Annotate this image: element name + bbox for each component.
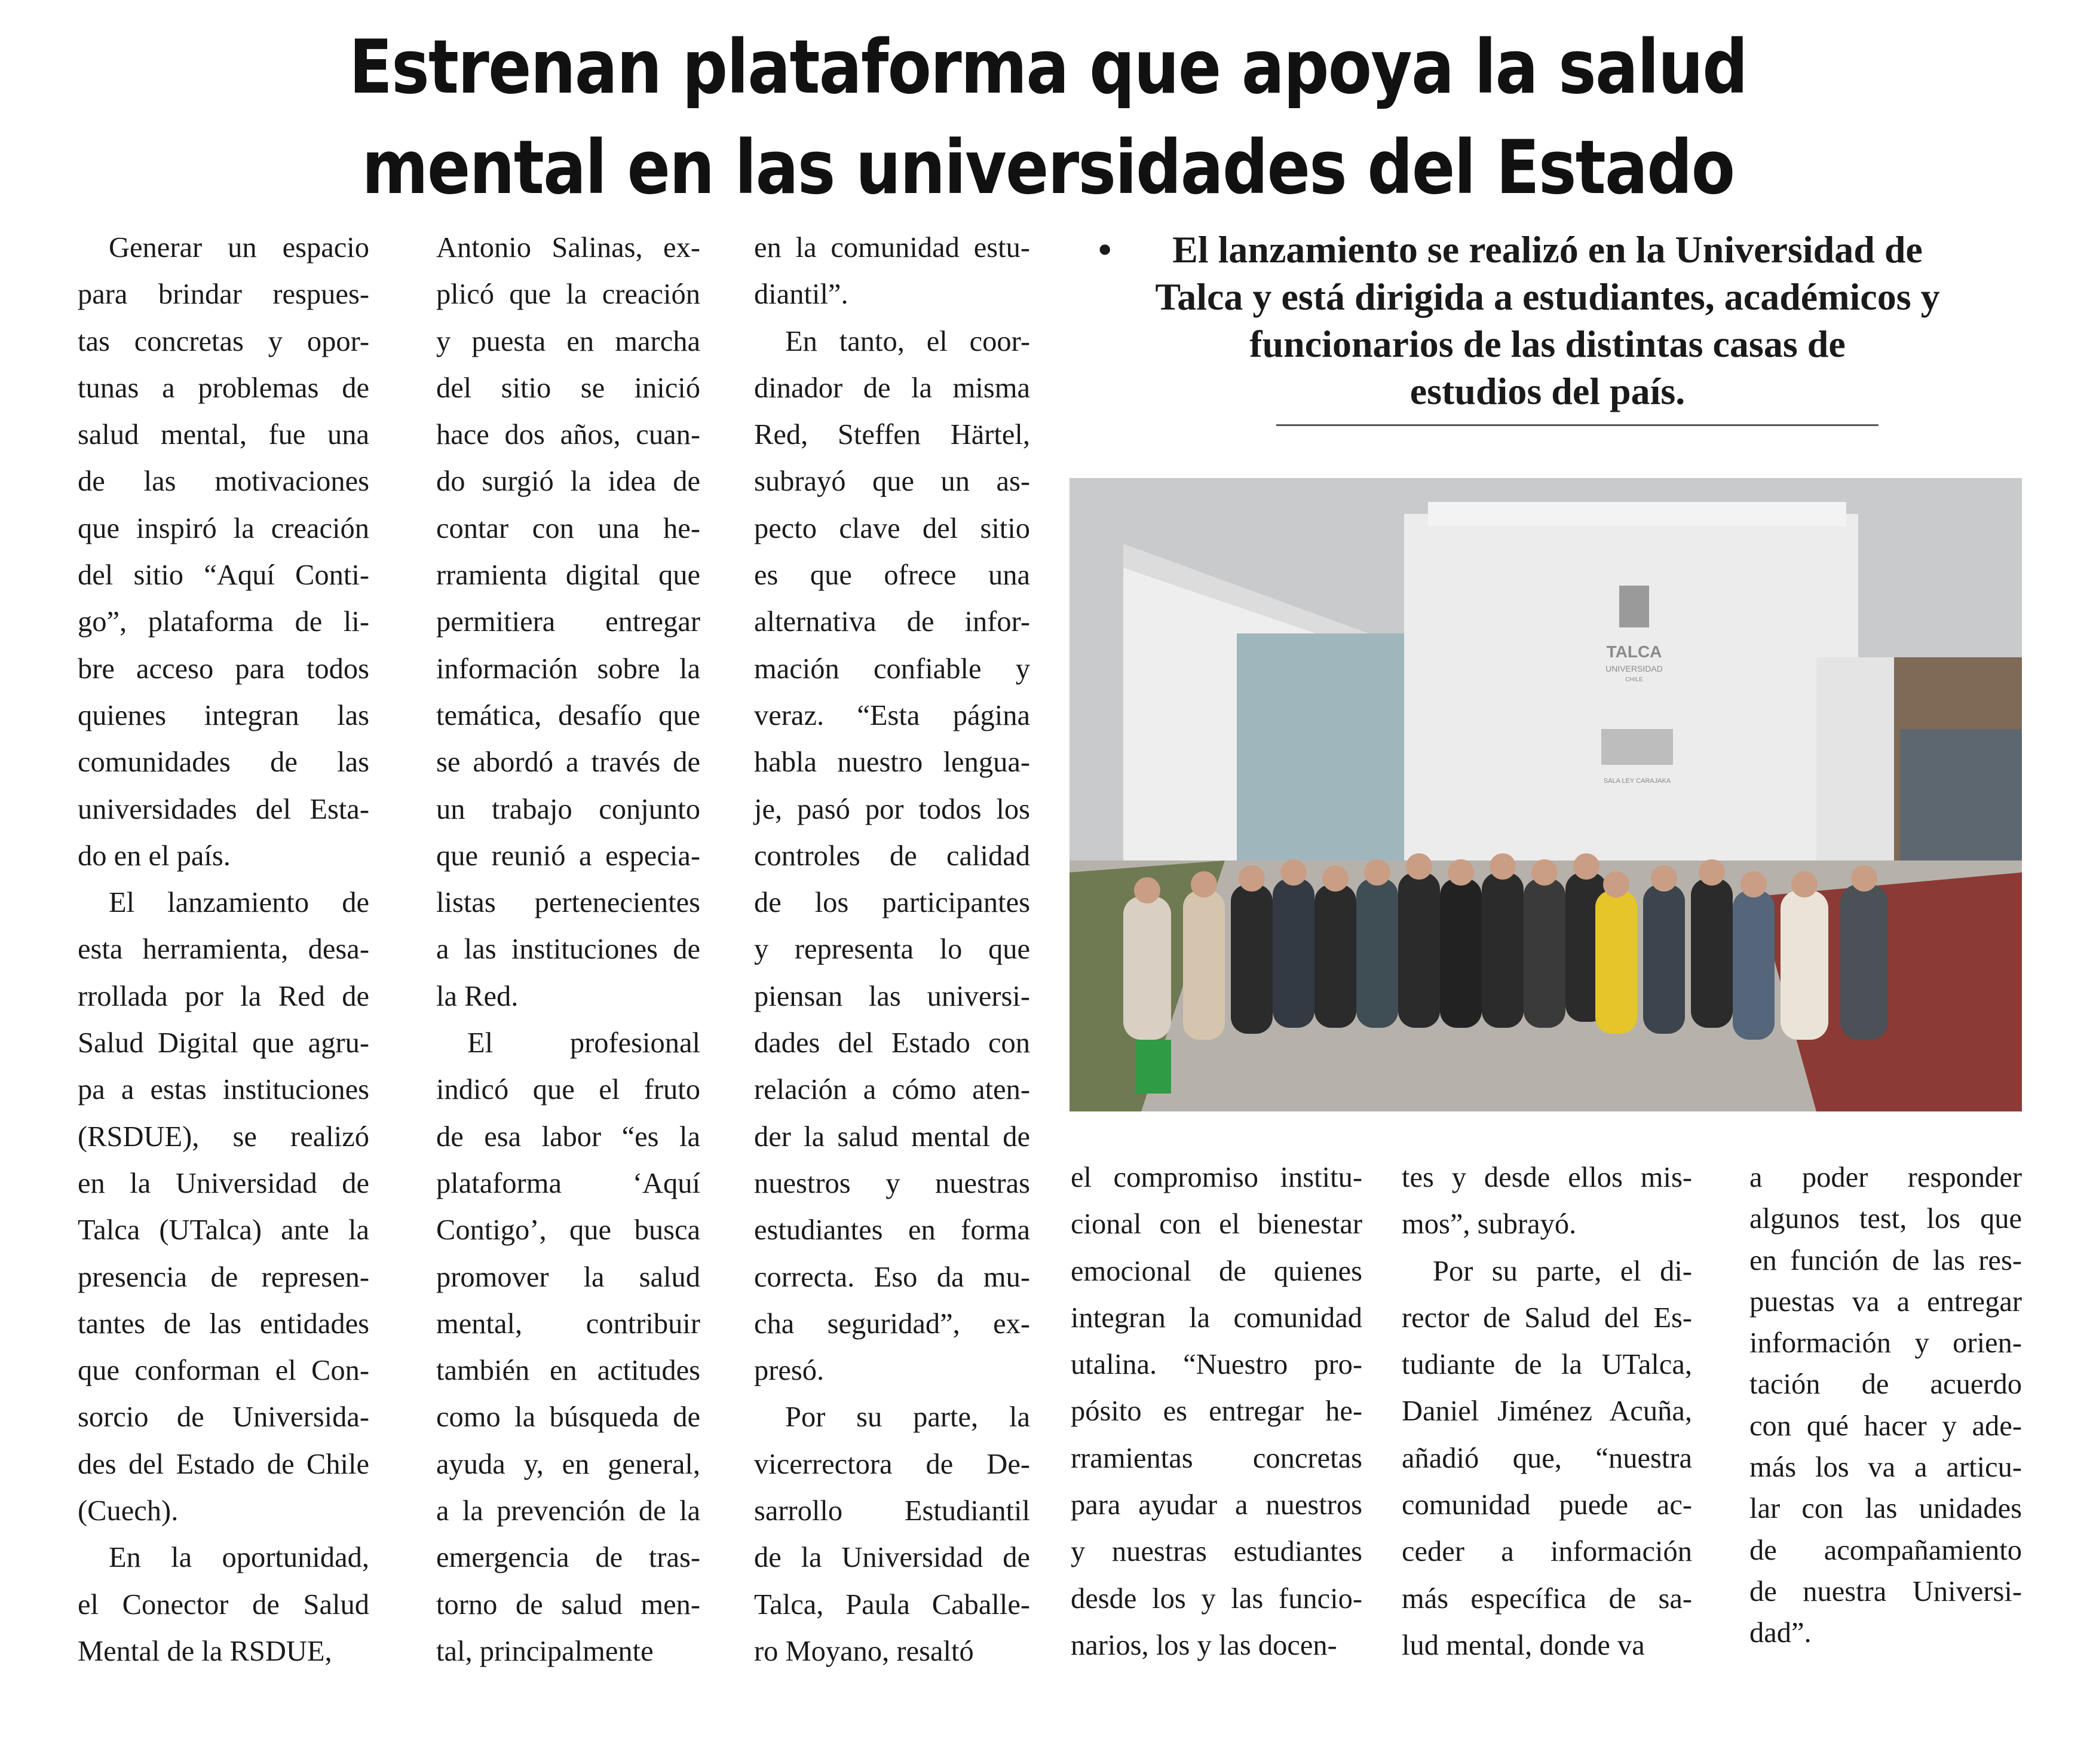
article-line: puestas va a entregar [1749,1285,2022,1318]
subhead-line: Talca y está dirigida a estudiantes, académicos y [1155,275,1940,318]
article-line: rrollada por la Red de [78,980,369,1012]
article-line: habla nuestro lengua- [754,746,1030,779]
article-line: pecto clave del sitio [754,512,1030,544]
article-column-3 [754,225,1030,1675]
article-line: ayuda y, en general, [436,1448,700,1480]
article-line: alternativa de infor- [754,606,1030,638]
article-line: bre acceso para todos [78,653,369,685]
bullet-icon: • [1098,228,1112,271]
article-line: la Red. [436,980,519,1012]
article-line: a poder responder [1749,1162,2022,1193]
article-line: estudiantes en forma [754,1214,1030,1247]
article-line: indicó que el fruto [436,1074,700,1106]
article-line: hace dos años, cuan- [436,419,700,451]
article-line: Red, Steffen Härtel, [754,419,1030,451]
article-line: dinador de la misma [754,372,1030,404]
article-line: controles de calidad [754,840,1030,872]
article-line: Salud Digital que agru- [78,1027,369,1059]
article-line: de esa labor “es la [436,1120,700,1153]
article-line: (RSDUE), se realizó [78,1120,369,1153]
article-line: torno de salud men- [436,1588,700,1621]
article-line: tación de acuerdo [1749,1368,2022,1401]
article-line: comunidades de las [78,746,369,779]
article-line: Mental de la RSDUE, [78,1635,332,1667]
subhead-line: El lanzamiento se realizó en la Universidad de [1172,228,1923,271]
article-line: (Cuech). [78,1495,179,1527]
article-line: de los participantes [754,887,1030,919]
article-line: y puesta en marcha [436,325,700,357]
article-line: presó. [754,1355,825,1387]
article-line: do en el país. [78,840,231,872]
article-line: je, pasó por todos los [754,793,1030,825]
article-line: Por su parte, el di- [1433,1255,1692,1287]
article-line: Por su parte, la [785,1401,1030,1434]
article-line: cional con el bienestar [1071,1208,1362,1241]
article-line: que reunió a especia- [436,840,700,872]
article-line: vicerrectora de De- [754,1448,1030,1480]
article-line: ceder a información [1402,1536,1692,1568]
article-line: del sitio “Aquí Conti- [78,559,369,592]
article-line: un trabajo conjunto [436,793,700,825]
article-line: tunas a problemas de [78,372,369,404]
article-line: plataforma ‘Aquí [436,1167,700,1199]
article-line: dades del Estado con [754,1027,1030,1059]
article-line: el Conector de Salud [78,1588,369,1621]
article-line: también en actitudes [436,1355,700,1387]
article-line: En la oportunidad, [109,1542,369,1574]
article-line: go”, plataforma de li- [78,606,369,638]
article-line: cha seguridad”, ex- [754,1307,1030,1340]
building-logo-text: TALCA [1606,642,1662,661]
article-line: Talca, Paula Caballe- [754,1588,1030,1621]
article-line: Talca (UTalca) ante la [78,1214,369,1247]
article-line: utalina. “Nuestro pro- [1071,1349,1362,1381]
article-line: tudiante de la UTalca, [1402,1349,1692,1381]
article-line: de nuestra Universi- [1749,1575,2022,1607]
article-line: que inspiró la creación [78,512,369,544]
article-line: contar con una he- [436,512,700,544]
article-line: y nuestras estudiantes [1071,1536,1362,1568]
article-line: nuestros y nuestras [754,1167,1030,1199]
article-line: que conforman el Con- [78,1355,369,1387]
article-line: dad”. [1749,1617,1812,1649]
article-line: del sitio se inició [436,372,700,404]
article-line: salud mental, fue una [78,419,369,451]
article-line: emocional de quienes [1071,1255,1362,1287]
article-line: más específica de sa- [1402,1582,1692,1615]
article-line: es que ofrece una [754,559,1030,592]
article-line: en función de las res- [1749,1244,2022,1276]
building-logo-country: CHILE [1625,676,1643,683]
article-line: mental, contribuir [436,1307,700,1340]
article-column-1 [78,225,369,1675]
article-line: subrayó que un as- [754,466,1030,498]
article-line: pa a estas instituciones [78,1074,369,1106]
article-line: promover la salud [436,1261,700,1293]
article-line: algunos test, los que [1749,1203,2022,1235]
article-line: información sobre la [436,653,700,685]
article-line: relación a cómo aten- [754,1074,1030,1106]
article-line: información y orien- [1749,1327,2022,1359]
article-line: en la comunidad estu- [754,232,1030,264]
subhead-divider [1276,424,1879,426]
article-line: rector de Salud del Es- [1402,1301,1692,1334]
article-line: rramienta digital que [436,559,700,592]
article-line: en la Universidad de [78,1167,369,1199]
article-line: a las instituciones de [436,933,700,966]
article-line: emergencia de tras- [436,1542,700,1574]
article-line: de las motivaciones [78,466,369,498]
article-line: sarrollo Estudiantil [754,1495,1030,1527]
article-line: des del Estado de Chile [78,1448,369,1480]
article-line: der la salud mental de [754,1120,1030,1153]
article-line: tantes de las entidades [78,1307,369,1340]
article-line: más los va a articu- [1749,1451,2022,1484]
article-line: piensan las universi- [754,980,1030,1012]
article-line: y representa lo que [754,933,1030,966]
article-line: quienes integran las [78,699,369,731]
article-line: de la Universidad de [754,1542,1030,1574]
article-line: listas pertenecientes [436,887,700,919]
article-line: narios, los y las docen- [1071,1629,1337,1661]
headline-line-2: mental en las universidades del Estado [361,125,1735,211]
article-line: para ayudar a nuestros [1071,1489,1362,1521]
subhead-line: funcionarios de las distintas casas de [1249,323,1846,365]
article-line: se abordó a través de [436,746,700,779]
article-line: integran la comunidad [1071,1301,1362,1334]
article-line: tas concretas y opor- [78,325,369,357]
article-line: Daniel Jiménez Acuña, [1402,1395,1692,1428]
article-line: diantil”. [754,278,848,311]
event-photo [1070,478,2022,1111]
article-line: Contigo’, que busca [436,1214,700,1247]
article-line: mación confiable y [754,653,1030,685]
article-line: tal, principalmente [436,1635,654,1667]
article-column-5 [1402,1154,1692,1669]
article-line: con qué hacer y ade- [1749,1410,2022,1442]
article-line: tes y desde ellos mis- [1402,1162,1692,1193]
article-line: veraz. “Esta página [754,699,1030,731]
article-line: plicó que la creación [436,278,700,311]
article-line: el compromiso institu- [1071,1162,1362,1193]
article-line: permitiera entregar [436,606,700,638]
article-column-2 [436,225,700,1675]
article-line: a la prevención de la [436,1495,700,1527]
article-line: añadió que, “nuestra [1402,1442,1692,1474]
article-line: mos”, subrayó. [1402,1208,1577,1241]
article-column-6 [1749,1154,2022,1652]
article-line: ro Moyano, resaltó [754,1635,974,1667]
article-line: desde los y las funcio- [1071,1582,1362,1615]
article-line: de acompañamiento [1749,1534,2022,1566]
article-line: do surgió la idea de [436,466,700,498]
article-line: rramientas concretas [1071,1442,1362,1474]
building-sign-text: SALA LEY CARAJAKA [1603,777,1671,785]
article-line: universidades del Esta- [78,793,369,825]
article-line: esta herramienta, desa- [78,933,369,966]
article-line: sorcio de Universida- [78,1401,369,1434]
article-line: Antonio Salinas, ex- [436,232,700,264]
subhead-line: estudios del país. [1409,370,1686,412]
article-line: Generar un espacio [109,232,369,264]
article-line: correcta. Eso da mu- [754,1261,1030,1293]
article-column-4 [1071,1154,1362,1669]
building-logo-subtext: UNIVERSIDAD [1605,664,1663,673]
article-line: El lanzamiento de [109,887,369,919]
article-line: lud mental, donde va [1402,1629,1645,1661]
article-line: temática, desafío que [436,699,700,731]
article-line: presencia de represen- [78,1261,369,1293]
headline-line-1: Estrenan plataforma que apoya la salud [349,24,1747,111]
article-line: como la búsqueda de [436,1401,700,1434]
article-line: El profesional [467,1027,700,1059]
subheadline [1070,226,2025,415]
article-line: pósito es entregar he- [1071,1395,1362,1428]
article-line: para brindar respues- [78,278,369,311]
article-line: En tanto, el coor- [785,325,1030,357]
article-line: comunidad puede ac- [1402,1489,1692,1521]
article-line: lar con las unidades [1749,1493,2022,1525]
